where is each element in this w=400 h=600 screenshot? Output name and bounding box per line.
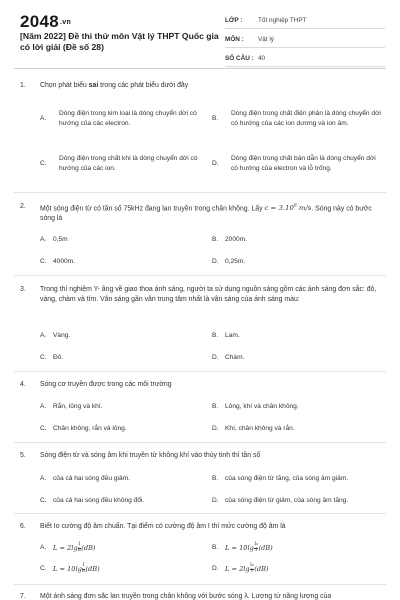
option-letter: B.	[212, 236, 219, 243]
option-letter: C.	[40, 160, 47, 167]
option-text: Lam.	[225, 332, 240, 339]
option-letter: D.	[212, 497, 219, 504]
question-divider	[14, 584, 386, 585]
option-b[interactable]	[212, 402, 384, 412]
option-b[interactable]	[212, 331, 384, 341]
option-text: Dòng điện trong chất bán dẫn là dòng chuyển dời có hướng của electron và lỗ trống.	[231, 155, 376, 172]
option-b[interactable]	[212, 100, 384, 138]
fraction-denominator: I₀	[77, 547, 82, 553]
question-text: Một ánh sáng đơn sắc lan truyền trong chân không với bước sóng λ. Lượng tử năng lượng của	[40, 593, 332, 600]
fraction-denominator: I	[255, 547, 258, 553]
question-text	[40, 202, 380, 224]
question-number: 3.	[20, 286, 26, 293]
formula-unit: (dB)	[254, 565, 269, 574]
option-text: 0,5m	[53, 236, 68, 243]
option-letter: B.	[212, 544, 219, 551]
question-text: Sóng cơ truyền được trong các môi trường	[40, 381, 172, 388]
question-text: Biết Io cường độ âm chuẩn. Tại điểm có cường độ âm I thì mức cường độ âm là	[40, 523, 286, 530]
option-letter: B.	[212, 403, 219, 410]
option-letter: A.	[40, 403, 47, 410]
formula-unit: (dB)	[81, 544, 96, 553]
option-letter: D.	[212, 425, 219, 432]
option-c[interactable]	[40, 564, 212, 575]
question-3	[0, 285, 400, 305]
formula	[225, 565, 269, 573]
option-d[interactable]	[212, 564, 384, 575]
option-d[interactable]	[212, 257, 384, 267]
question-number: 5.	[20, 452, 26, 459]
question-6	[0, 522, 400, 532]
formula	[53, 544, 96, 552]
option-text: Dòng điện trong kim loại là dòng chuyển dời có hướng của các electron.	[59, 110, 197, 127]
option-text: Rắn, lỏng và khí.	[53, 403, 103, 410]
question-1	[0, 81, 400, 91]
meta-count-value: 40	[258, 55, 266, 62]
fraction-numerator: I₀	[254, 542, 258, 547]
option-b[interactable]	[212, 543, 384, 554]
formula-lhs: L = 10lg	[225, 544, 254, 553]
fraction-numerator: I	[82, 563, 85, 569]
question-text: Sóng điện từ và sóng âm khi truyền từ không khí vào thủy tinh thì tần số	[40, 452, 261, 459]
option-a[interactable]	[40, 331, 212, 341]
question-emphasis: sai	[88, 82, 99, 89]
option-letter: D.	[212, 258, 219, 265]
question-text	[40, 81, 380, 91]
option-letter: C.	[40, 258, 47, 265]
option-a[interactable]	[40, 235, 212, 245]
meta-subject-row	[225, 34, 385, 48]
option-letter: B.	[212, 115, 219, 122]
option-letter: B.	[212, 475, 219, 482]
question-text-part: . Sóng này có bước sóng là	[40, 205, 372, 223]
option-c[interactable]	[40, 424, 212, 434]
option-text: Khí, chân không và rắn.	[225, 425, 295, 432]
option-d[interactable]	[212, 496, 384, 506]
question-text: Trong thí nghiệm Y- âng về giao thoa ánh sáng, người ta sử dụng nguồn sáng gồm các ánh sáng đơn sắc: đỏ, vàng, chàm và tím. Vân sáng gần vân trung tâm nhất là vân sáng của ánh sáng màu:	[40, 286, 377, 303]
option-text: 2000m.	[225, 236, 247, 243]
option-c[interactable]	[40, 353, 212, 363]
option-letter: C.	[40, 497, 47, 504]
option-letter: D.	[212, 354, 219, 361]
option-letter: A.	[40, 544, 47, 551]
question-divider	[14, 513, 386, 514]
option-d[interactable]	[212, 424, 384, 434]
formula	[265, 204, 312, 212]
option-text: Chàm.	[225, 354, 245, 361]
option-b[interactable]	[212, 474, 384, 484]
option-letter: D.	[212, 565, 219, 573]
option-c[interactable]	[40, 145, 212, 183]
option-a[interactable]	[40, 543, 212, 554]
option-text: của sóng điện từ tăng, của sóng âm giảm.	[225, 475, 349, 482]
question-7	[0, 592, 400, 600]
option-letter: A.	[40, 332, 47, 339]
question-divider	[14, 275, 386, 276]
question-divider	[14, 442, 386, 443]
option-letter: A.	[40, 115, 47, 122]
formula-unit: (dB)	[85, 565, 100, 574]
meta-class-row	[225, 15, 385, 29]
formula-lhs: L = 10lg	[53, 565, 82, 574]
option-text: 4000m.	[53, 258, 75, 265]
formula	[225, 544, 273, 552]
option-c[interactable]	[40, 496, 212, 506]
option-a[interactable]	[40, 100, 212, 138]
meta-count-row	[225, 53, 385, 67]
option-text: của sóng điện từ giảm, của sóng âm tăng.	[225, 497, 349, 504]
question-text-part: Chọn phát biểu	[40, 82, 89, 89]
exam-meta	[225, 15, 385, 67]
logo-text: 2048	[20, 12, 60, 31]
header-divider	[14, 68, 386, 69]
formula-base: c = 3.10	[264, 204, 294, 213]
option-text: Đỏ.	[53, 354, 64, 361]
option-a[interactable]	[40, 474, 212, 484]
option-text: Chân không, rắn và lỏng.	[53, 425, 127, 432]
question-6-options	[40, 543, 390, 575]
option-letter: D.	[212, 160, 219, 167]
question-number: 6.	[20, 523, 26, 530]
site-logo[interactable]	[20, 12, 71, 32]
question-5	[0, 451, 400, 461]
option-letter: A.	[40, 475, 47, 482]
meta-subject-value: Vật lý	[258, 36, 274, 43]
question-3-options	[40, 331, 390, 363]
option-d[interactable]	[212, 145, 384, 183]
option-text: của cả hai sóng đều giảm.	[53, 475, 130, 482]
question-2-options	[40, 235, 390, 267]
formula-lhs: L = 2lg	[225, 565, 250, 574]
formula-lhs: L = 2lg	[53, 544, 78, 553]
option-text: Lỏng, khí và chân không.	[225, 403, 299, 410]
formula-exponent: 8	[293, 204, 297, 209]
question-text-part: Một sóng điện từ có tần số 75kHz đang lan truyền trong chân không. Lấy	[40, 205, 265, 213]
option-d[interactable]	[212, 353, 384, 363]
option-letter: C.	[40, 425, 47, 432]
option-letter: A.	[40, 236, 47, 243]
option-text: Vàng.	[53, 332, 71, 339]
option-text: Dòng điện trong chất điện phân là dòng chuyển dời có hướng của các ion dương và ion âm.	[231, 110, 381, 127]
logo-suffix: .vn	[60, 19, 72, 27]
question-4	[0, 380, 400, 390]
option-letter: C.	[40, 354, 47, 361]
meta-count-label: SỐ CÂU :	[225, 55, 254, 62]
question-2	[0, 202, 400, 224]
meta-subject-label: MÔN :	[225, 36, 244, 43]
page-header	[0, 0, 400, 64]
fraction-denominator: I	[251, 568, 253, 574]
question-4-options	[40, 402, 390, 434]
document-title: [Năm 2022] Đề thi thử môn Vật lý THPT Quốc gia có lời giải (Đề số 28)	[20, 31, 219, 52]
option-text: 0,25m.	[225, 258, 246, 265]
option-letter: B.	[212, 332, 219, 339]
question-number: 7.	[20, 593, 26, 600]
meta-class-value: Tốt nghiệp THPT	[258, 17, 307, 24]
question-1-options	[40, 100, 390, 183]
question-5-options	[40, 474, 390, 506]
fraction-numerator: I₀	[250, 563, 254, 569]
formula-unit: m/s	[296, 204, 312, 213]
question-number: 4.	[20, 381, 26, 388]
question-divider	[14, 371, 386, 372]
question-divider	[14, 192, 386, 193]
question-number: 1.	[20, 82, 26, 89]
option-text: Dòng điện trong chất khí là dòng chuyển dời có hướng của các ion.	[59, 155, 198, 172]
fraction-denominator: I₀	[81, 568, 86, 574]
formula	[53, 565, 100, 573]
formula-unit: (dB)	[258, 544, 273, 553]
option-c[interactable]	[40, 257, 212, 267]
question-number: 2.	[20, 203, 26, 210]
option-a[interactable]	[40, 402, 212, 412]
question-text-part: trong các phát biểu dưới đây	[98, 82, 189, 89]
meta-class-label: LỚP :	[225, 17, 243, 24]
option-b[interactable]	[212, 235, 384, 245]
fraction-numerator: I	[78, 542, 81, 547]
option-letter: C.	[40, 565, 47, 573]
option-text: của cả hai sóng đều không đổi.	[53, 497, 145, 504]
